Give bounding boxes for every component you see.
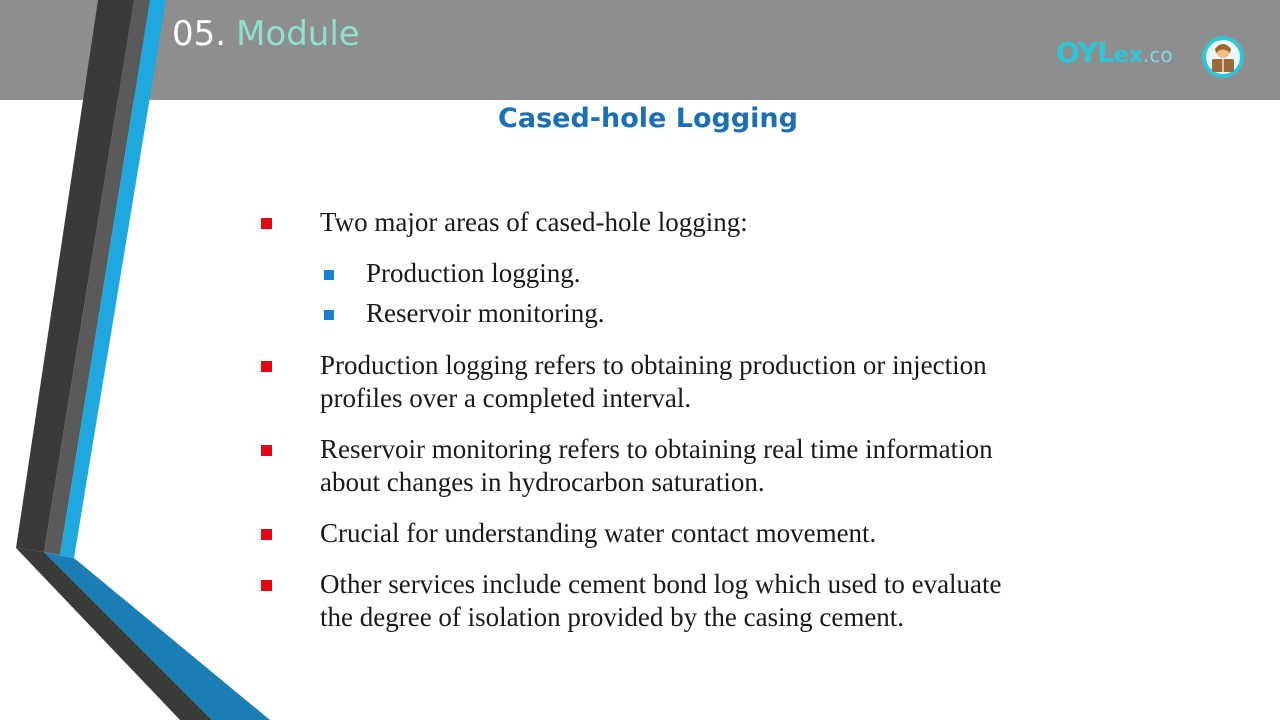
blue-square-icon xyxy=(324,310,334,320)
module-number: 05. xyxy=(172,14,227,54)
red-square-icon xyxy=(261,361,272,372)
bullet-item xyxy=(320,349,1020,415)
bullet-text: Production logging refers to obtaining production or injection profiles over a completed interval. xyxy=(320,350,987,413)
logo-ex-text: ex xyxy=(1113,43,1144,68)
slide-title: Cased-hole Logging xyxy=(498,103,798,134)
red-square-icon xyxy=(261,529,272,540)
blue-square-icon xyxy=(324,270,334,280)
logo-main-text: OYL xyxy=(1056,36,1114,69)
bullet-item xyxy=(320,517,1020,550)
bullet-item xyxy=(320,206,1020,239)
red-square-icon xyxy=(261,218,272,229)
bullet-text: Other services include cement bond log which used to evaluate the degree of isolation provided by the casing cement. xyxy=(320,569,1002,632)
module-word: Module xyxy=(236,14,360,54)
sub-bullet-text: Production logging. xyxy=(366,258,581,288)
red-square-icon xyxy=(261,445,272,456)
red-square-icon xyxy=(261,580,272,591)
bullet-text: Two major areas of cased-hole logging: xyxy=(320,207,748,237)
logo-co-text: .co xyxy=(1143,43,1173,67)
sub-bullet-item xyxy=(366,297,1006,330)
bullet-item xyxy=(320,568,1020,634)
sub-bullet-text: Reservoir monitoring. xyxy=(366,298,605,328)
bullet-text: Reservoir monitoring refers to obtaining real time information about changes in hydrocarbon saturation. xyxy=(320,434,993,497)
bullet-item xyxy=(320,433,1020,499)
sub-bullet-item xyxy=(366,257,1006,290)
bullet-text: Crucial for understanding water contact movement. xyxy=(320,518,877,548)
